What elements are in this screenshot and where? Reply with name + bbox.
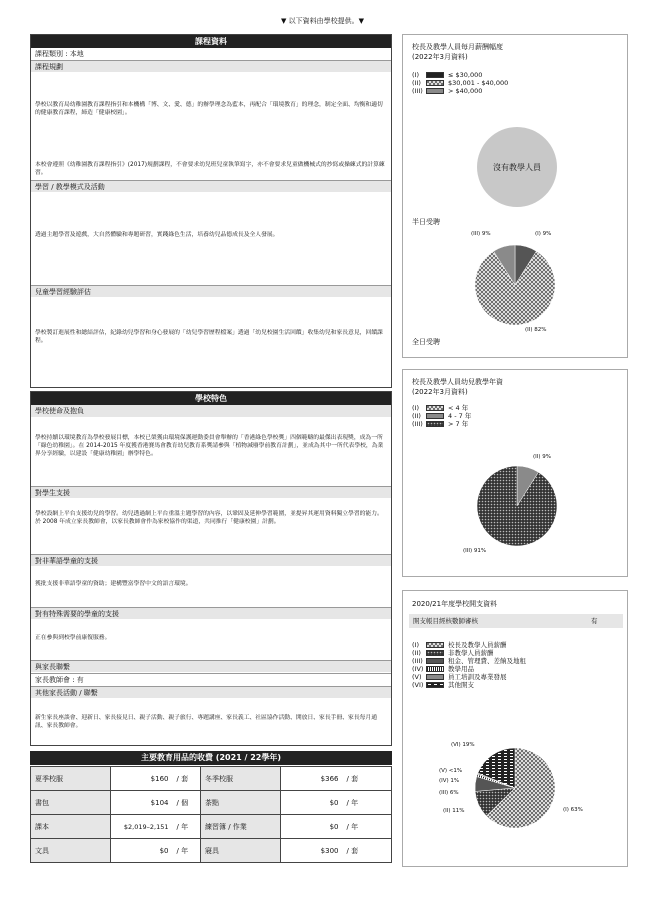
experience-chart-panel (402, 369, 628, 577)
features-header: 學校特色 (31, 392, 391, 405)
learning-mode-text: 透過主題學習及遊戲，大自然體驗和專題研習，實踐綠色生活，培養幼兒品德成長及全人發展。 (35, 232, 279, 238)
expenses-chart-panel (402, 590, 628, 867)
expenses-label-iii: (III) 6% (439, 790, 459, 796)
fullday-label-ii: (II) 82% (525, 327, 547, 333)
fees-table (30, 766, 392, 863)
other-parent-activities-text: 新生家長座談會、迎新日、家長接見日、親子活動、親子旅行、專題講座、家長義工、社區協作活動、開放日、家長手冊、家長每月通訊、家長教師會。 (35, 715, 378, 729)
legend-item: (I) < 4 年 (412, 404, 469, 412)
fee-value: $104 (111, 791, 173, 815)
halfday-no-staff-note: 沒有教學人員 (493, 163, 541, 172)
assessment-text: 學校製訂進展性和總結評估，紀錄幼兒學習和身心發展的「幼兒學習歷程檔案」透過「幼兒校園生活回饋」收集幼兒和家長意見，回饋課程。 (35, 330, 383, 344)
experience-label-iii: (III) 91% (463, 548, 487, 554)
non-chinese-support-text: 獲批支援非華語學童的資助；建構豐富學習中文的語言環境。 (35, 581, 192, 587)
salary-chart-panel (402, 34, 628, 358)
learning-mode-title: 學習 / 教學模式及活動 (31, 180, 391, 192)
student-support-title: 對學生支援 (31, 486, 391, 498)
fee-value: $366 (281, 767, 343, 791)
audited-row (409, 614, 623, 628)
fee-label: 寢具 (201, 839, 281, 863)
expenses-label-iv: (IV) 1% (439, 778, 460, 784)
fullday-label-i: (I) 9% (535, 231, 552, 237)
expenses-label-ii: (II) 11% (443, 808, 465, 814)
experience-legend (412, 404, 471, 428)
fee-label: 文具 (31, 839, 111, 863)
curriculum-header: 課程資料 (31, 35, 391, 48)
legend-item: (VI) 其他開支 (412, 681, 474, 689)
fee-unit: / 套 (343, 839, 392, 863)
halfday-label: 半日受聘 (412, 218, 440, 226)
fee-unit: / 年 (173, 839, 201, 863)
expenses-label-i: (I) 63% (563, 807, 583, 813)
school-features-section (30, 391, 392, 746)
non-chinese-support-title: 對非華語學童的支援 (31, 554, 391, 566)
fee-unit: / 年 (173, 815, 201, 839)
curriculum-section (30, 34, 392, 388)
legend-item: (I) ≤ $30,000 (412, 71, 483, 79)
fee-label: 茶點 (201, 791, 281, 815)
legend-item: (II) 非教學人員薪酬 (412, 649, 494, 657)
data-source-note: ▼ 以下資料由學校提供。▼ (281, 17, 364, 25)
parent-contact-title: 與家長聯繫 (31, 660, 391, 672)
legend-item: (III) > 7 年 (412, 420, 469, 428)
fees-row (31, 839, 392, 863)
curriculum-planning-text-1: 學校以教育局幼稚園教育課程指引和本機構「博、文、愛、德」的辦學理念為藍本，再配合「環境教育」的理念，制定全面、均衡和適切的健康教育課程，締造「健康校園」。 (35, 102, 383, 116)
fee-label: 冬季校服 (201, 767, 281, 791)
sen-support-text: 正在參與到校學前康復服務。 (35, 635, 111, 641)
expenses-title: 2020/21年度學校開支資料 (412, 600, 498, 608)
mission-title: 學校使命及抱負 (31, 405, 391, 417)
pta-label: 家長教師會 : 有 (31, 673, 391, 685)
experience-pie (475, 464, 559, 548)
fee-value: $160 (111, 767, 173, 791)
expenses-legend (412, 641, 526, 689)
audited-value: 有 (591, 617, 598, 625)
fee-value: $0 (281, 815, 343, 839)
fee-unit: / 套 (343, 767, 392, 791)
fee-label: 夏季校服 (31, 767, 111, 791)
expenses-label-vi: (VI) 19% (451, 742, 475, 748)
fee-unit: / 套 (173, 767, 201, 791)
legend-item: (II) 4 - 7 年 (412, 412, 472, 420)
mission-text: 學校持續以環境教育為學校發展目標，本校已榮獲由環境保護運動委員會舉辦的「香港綠色學校獎」四個範疇的最傑出表現獎，成為一所「綠色幼稚園」。在 2014-2015 年度獲香港賽馬會教育幼兒教育系獎請參與「植物減廢學前教育計劃」，並成為其中一所代表學校，為業界分享經驗，以建設「健康幼稚園」辦學特色。 (35, 435, 384, 457)
legend-item: (IV) 教學用品 (412, 665, 474, 673)
pie-slice-iii (477, 466, 557, 546)
fee-value: $0 (111, 839, 173, 863)
other-parent-activities-title: 其他家長活動 / 聯繫 (31, 686, 391, 698)
fee-label: 課本 (31, 815, 111, 839)
salary-subtitle: (2022年3月資料) (412, 53, 468, 61)
experience-subtitle: (2022年3月資料) (412, 388, 468, 396)
experience-label-ii: (II) 9% (533, 454, 552, 460)
fee-unit: / 個 (173, 791, 201, 815)
fees-row (31, 815, 392, 839)
fees-header: 主要教育用品的收費 (2021 / 22學年) (30, 751, 392, 765)
legend-item: (III) 租金、管理費、差餉及地租 (412, 657, 526, 665)
fullday-label-iii: (III) 9% (471, 231, 491, 237)
salary-legend (412, 71, 508, 95)
assessment-title: 兒童學習經驗評估 (31, 285, 391, 297)
experience-title: 校長及教學人員幼兒教學年資 (412, 378, 503, 386)
fullday-pie (473, 243, 557, 327)
curriculum-planning-title: 課程規劃 (31, 60, 391, 72)
legend-item: (V) 員工培訓及專業發展 (412, 673, 507, 681)
fullday-label: 全日受聘 (412, 338, 440, 346)
expenses-label-v: (V) <1% (439, 768, 463, 774)
fee-label: 書包 (31, 791, 111, 815)
audited-label: 開支帳目經核數師審核 (413, 617, 478, 625)
legend-item: (I) 校長及教學人員薪酬 (412, 641, 507, 649)
fee-value: $2,019–2,151 (111, 815, 173, 839)
fee-label: 練習簿 / 作業 (201, 815, 281, 839)
curriculum-planning-text-2: 本校會遵照《幼稚園教育課程指引》(2017)規劃課程，不會要求幼兒班兒童執筆寫字，亦不會要求兒童做機械式的抄寫或操練式的計算練習。 (35, 162, 385, 176)
curriculum-type: 課程類別 : 本地 (31, 48, 391, 60)
fee-value: $0 (281, 791, 343, 815)
fee-unit: / 年 (343, 815, 392, 839)
expenses-pie (473, 746, 557, 830)
legend-item: (III) > $40,000 (412, 87, 483, 95)
fee-value: $300 (281, 839, 343, 863)
fees-row (31, 767, 392, 791)
salary-title: 校長及教學人員每月薪酬幅度 (412, 43, 503, 51)
fees-row (31, 791, 392, 815)
sen-support-title: 對有特殊需要的學童的支援 (31, 607, 391, 619)
legend-item: (II) $30,001 - $40,000 (412, 79, 509, 87)
student-support-text: 學校設網上平台支援幼兒的學習。幼兒透過網上平台重溫主題學習的內容，以鞏固及延伸學習範圍，並提昇其運用資料獨立學習的能力。於 2008 年成立家長教師會，以家長教師會作為家校協作的渠道，共同推行「健康校園」計劃。 (35, 511, 383, 525)
fee-unit: / 年 (343, 791, 392, 815)
